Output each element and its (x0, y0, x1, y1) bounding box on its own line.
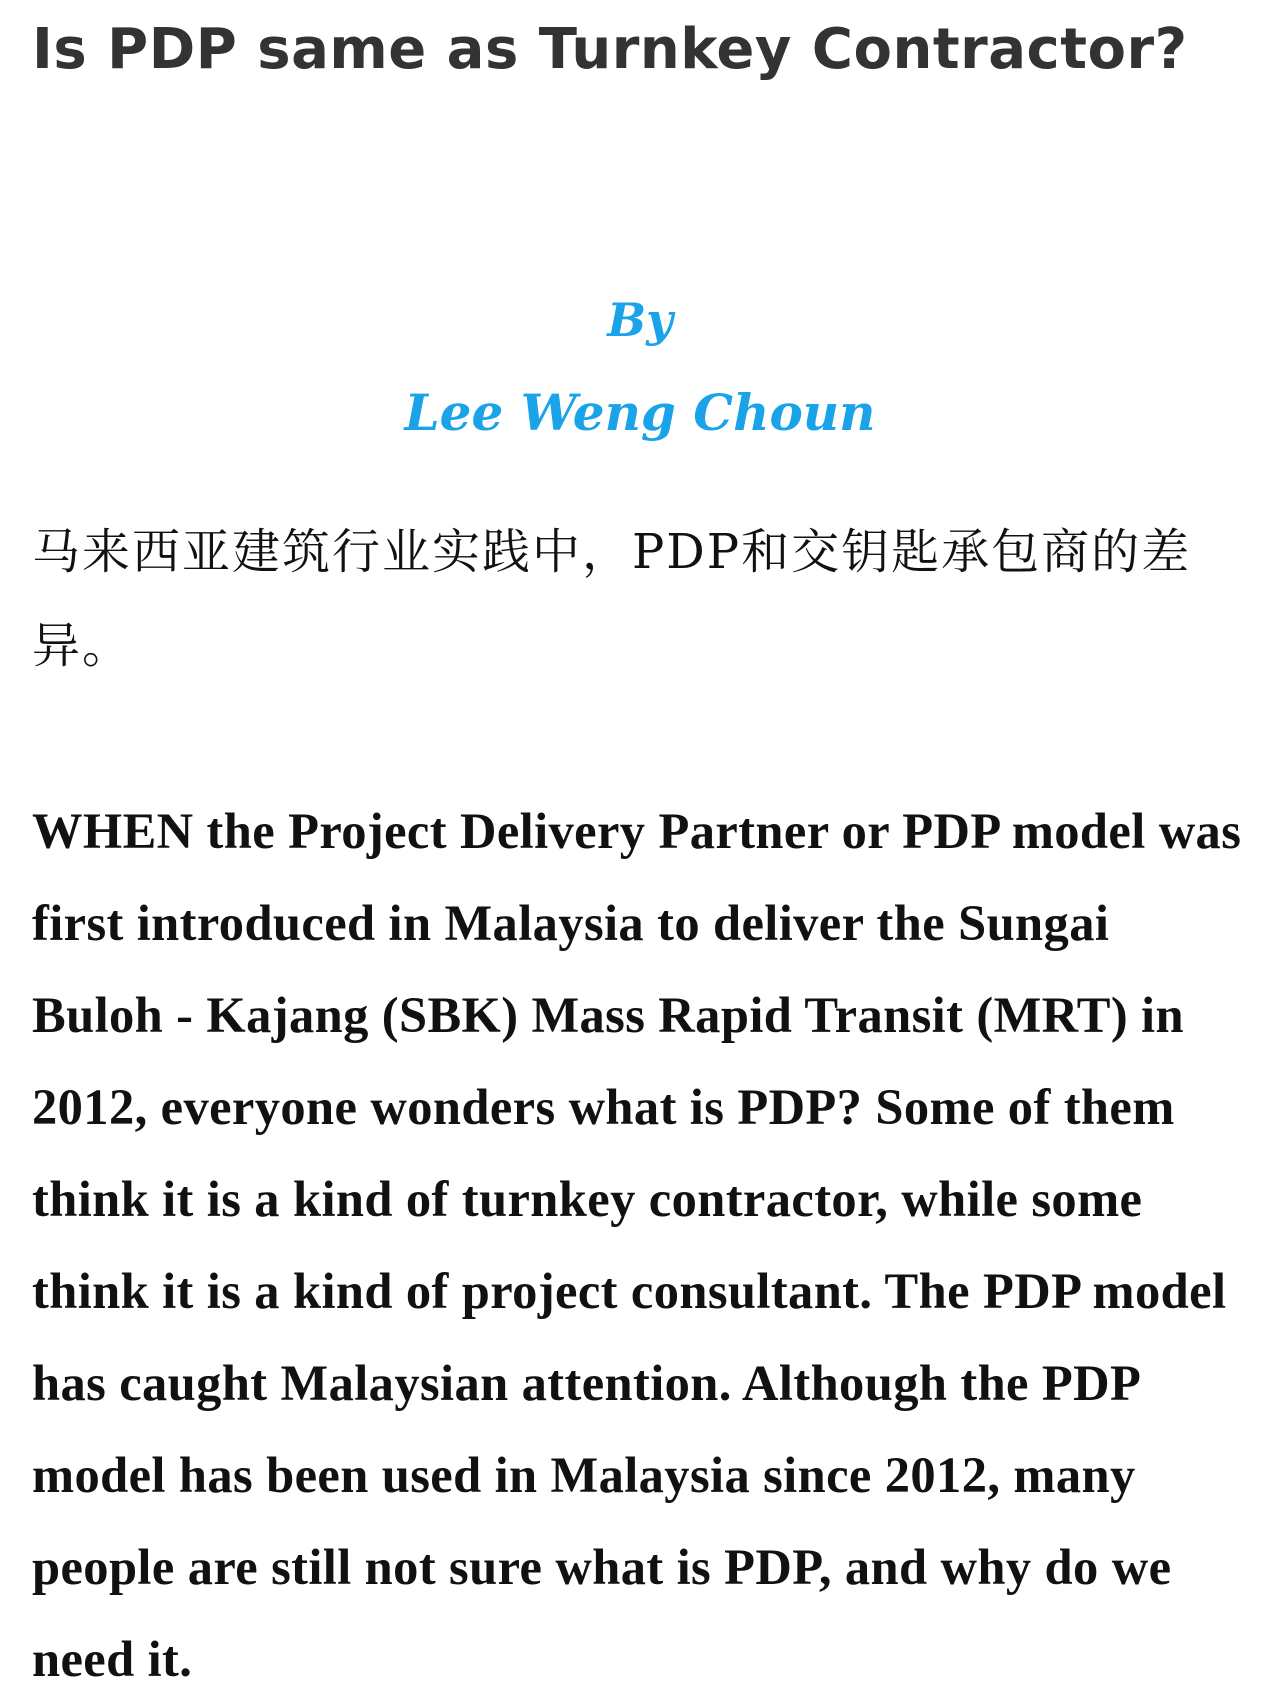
chinese-summary: 马来西亚建筑行业实践中，PDP和交钥匙承包商的差异。 (32, 524, 1192, 674)
byline-author: Lee Weng Choun (404, 383, 876, 442)
byline-by: By (607, 293, 673, 347)
article-body-paragraph: WHEN the Project Delivery Partner or PDP model was first introduced in Malaysia to deliver the Sungai Buloh - Kajang (SBK) Mass Rapid Transit (MRT) in 2012, everyone wonders what is PDP? Some of them think it is a kind of turnkey contractor, while some think it is a kind of project consultant. The PDP model has caught Malaysian attention. Although the PDP model has been used in Malaysia since 2012, many people are still not sure what is PDP, and why do we need it. (32, 803, 1242, 1687)
article-title: Is PDP same as Turnkey Contractor? (32, 17, 1188, 82)
